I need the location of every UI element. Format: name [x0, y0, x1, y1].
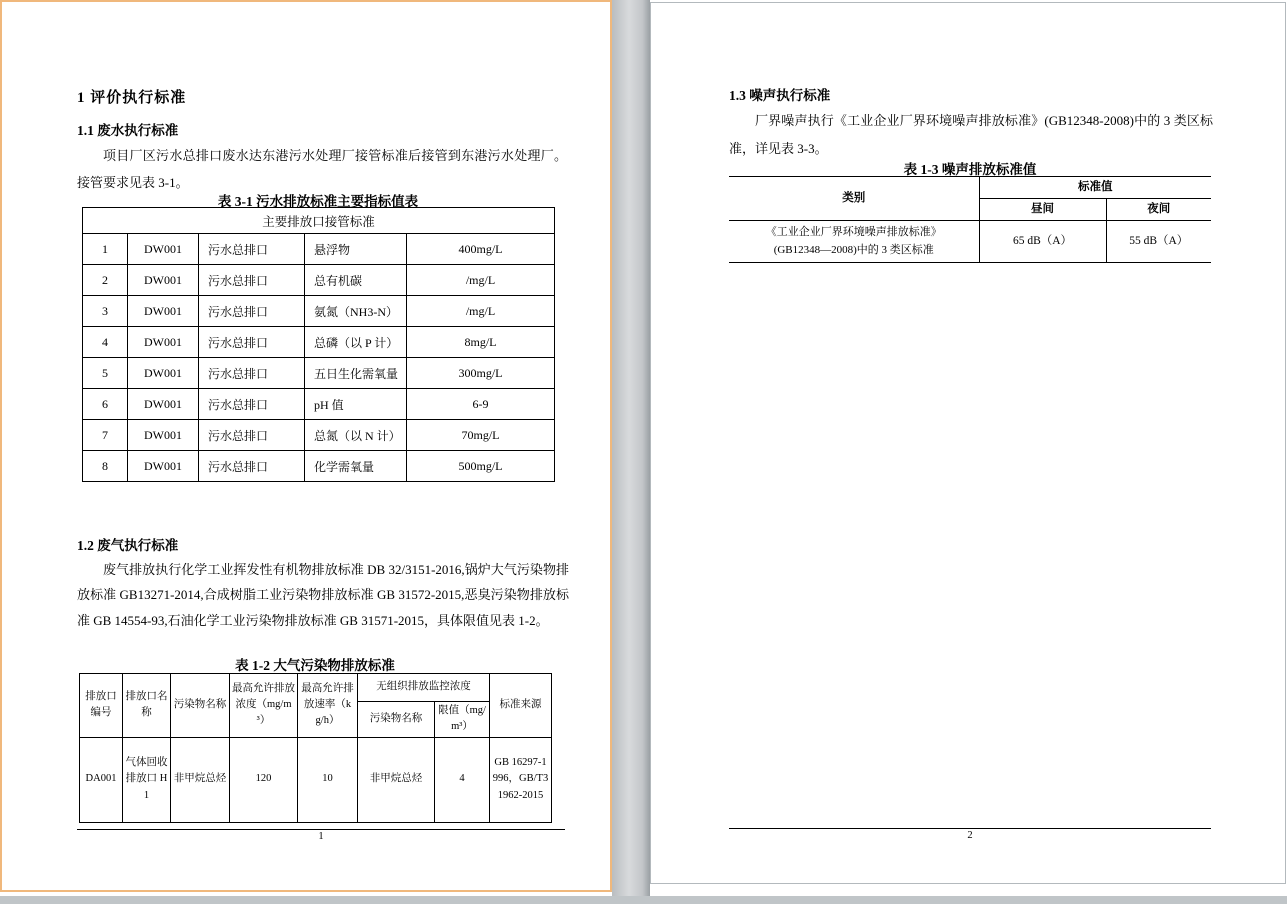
- table-row: [83, 234, 555, 265]
- table-header-cell: 标准值: [979, 177, 1211, 199]
- category-line-1: 《工业企业厂界环境噪声排放标准》: [765, 225, 942, 238]
- table-header-cell: 限值（mg/m³）: [435, 702, 490, 738]
- table-cell: 4: [83, 327, 128, 358]
- sewage-table-caption: 表 3-1 污水排放标准主要指标值表: [217, 194, 419, 209]
- table-cell: 化学需氧量: [305, 451, 407, 482]
- section-1-3-paragraph: 厂界噪声执行《工业企业厂界环境噪声排放标准》(GB12348-2008)中的 3 类区标准，详见表 3-3。: [729, 113, 1213, 156]
- table-row: [83, 389, 555, 420]
- table-cell: 10: [298, 737, 358, 822]
- air-table-caption: 表 1-2 大气污染物排放标准: [235, 658, 395, 673]
- table-cell: [729, 221, 979, 263]
- category-line-2: (GB12348—2008)中的 3 类区标准: [773, 243, 934, 256]
- document-page-1[interactable]: [0, 0, 612, 892]
- noise-standards-table: [729, 176, 1211, 263]
- footer-divider: [729, 828, 1211, 829]
- table-row: [83, 296, 555, 327]
- table-cell: 65 dB（A）: [979, 221, 1106, 263]
- page-number: 1: [318, 831, 324, 842]
- table-row: [80, 737, 552, 822]
- table-row: [83, 327, 555, 358]
- table-cell: 总氮（以 N 计）: [305, 420, 407, 451]
- table-cell: 污水总排口: [199, 420, 305, 451]
- section-1-1-title: 1.1 废水执行标准: [77, 123, 179, 138]
- table-header-cell: 污染物名称: [171, 674, 230, 738]
- table-header-cell: 夜间: [1106, 199, 1211, 221]
- table-cell: 4: [435, 737, 490, 822]
- table-row: [729, 221, 1211, 263]
- table-cell: 悬浮物: [305, 234, 407, 265]
- table-cell: 五日生化需氧量: [305, 358, 407, 389]
- table-cell: 70mg/L: [407, 420, 555, 451]
- table-cell: 氨氮（NH3-N）: [305, 296, 407, 327]
- table-cell: 8: [83, 451, 128, 482]
- table-cell: DW001: [128, 420, 199, 451]
- table-cell: 8mg/L: [407, 327, 555, 358]
- table-header-cell: 污染物名称: [358, 702, 435, 738]
- table-cell: 6-9: [407, 389, 555, 420]
- table-row: [83, 358, 555, 389]
- chapter-heading: 1 评价执行标准: [77, 90, 187, 106]
- table-cell: DW001: [128, 358, 199, 389]
- page-number: 2: [967, 830, 973, 841]
- table-cell: 3: [83, 296, 128, 327]
- section-1-3-title: 1.3 噪声执行标准: [729, 88, 831, 103]
- table-cell: /mg/L: [407, 265, 555, 296]
- table-row: [83, 265, 555, 296]
- noise-table-caption: 表 1-3 噪声排放标准值: [903, 162, 1037, 177]
- table-cell: DW001: [128, 296, 199, 327]
- table-header-row: [80, 674, 552, 702]
- page-gap-shadow: [612, 0, 650, 904]
- table-cell: 5: [83, 358, 128, 389]
- section-1-2-title: 1.2 废气执行标准: [77, 538, 179, 553]
- table-cell: 55 dB（A）: [1106, 221, 1211, 263]
- table-cell: DW001: [128, 265, 199, 296]
- table-cell: 污水总排口: [199, 234, 305, 265]
- table-header-cell: 排放口名称: [123, 674, 171, 738]
- table-cell: 500mg/L: [407, 451, 555, 482]
- footer-divider: [77, 829, 565, 830]
- table-header-cell: 类别: [729, 177, 979, 221]
- table-cell: 1: [83, 234, 128, 265]
- table-cell: 120: [230, 737, 298, 822]
- table-header-cell: 主要排放口接管标准: [83, 208, 555, 234]
- table-header-row: [729, 177, 1211, 199]
- table-cell: 300mg/L: [407, 358, 555, 389]
- table-header-cell: 最高允许排放速率（kg/h）: [298, 674, 358, 738]
- sewage-standards-table: [82, 207, 555, 482]
- table-cell: 污水总排口: [199, 451, 305, 482]
- table-header-cell: 最高允许排放浓度（mg/m³）: [230, 674, 298, 738]
- table-cell: 污水总排口: [199, 358, 305, 389]
- table-row: [83, 451, 555, 482]
- table-cell: 污水总排口: [199, 296, 305, 327]
- table-cell: 非甲烷总烃: [171, 737, 230, 822]
- table-cell: 总磷（以 P 计）: [305, 327, 407, 358]
- table-header-row: [83, 208, 555, 234]
- table-header-cell: 无组织排放监控浓度: [358, 674, 490, 702]
- table-cell: 总有机碳: [305, 265, 407, 296]
- table-cell: 污水总排口: [199, 327, 305, 358]
- table-cell: DW001: [128, 327, 199, 358]
- document-page-2[interactable]: [650, 2, 1286, 884]
- table-cell: 7: [83, 420, 128, 451]
- table-cell: 污水总排口: [199, 389, 305, 420]
- table-header-cell: 排放口编号: [80, 674, 123, 738]
- table-cell: 400mg/L: [407, 234, 555, 265]
- table-cell: 非甲烷总烃: [358, 737, 435, 822]
- section-1-1-paragraph: 项目厂区污水总排口废水达东港污水处理厂接管标准后接管到东港污水处理厂。接管要求见表 3-1。: [77, 148, 567, 190]
- table-header-cell: 昼间: [979, 199, 1106, 221]
- table-cell: DA001: [80, 737, 123, 822]
- table-cell: /mg/L: [407, 296, 555, 327]
- table-header-cell: 标准来源: [490, 674, 552, 738]
- table-cell: pH 值: [305, 389, 407, 420]
- air-emission-standards-table: [79, 673, 552, 823]
- table-cell: DW001: [128, 234, 199, 265]
- table-cell: 污水总排口: [199, 265, 305, 296]
- table-cell: DW001: [128, 389, 199, 420]
- table-cell: 6: [83, 389, 128, 420]
- table-row: [83, 420, 555, 451]
- table-cell: DW001: [128, 451, 199, 482]
- table-cell: 气体回收排放口 H1: [123, 737, 171, 822]
- horizontal-scrollbar[interactable]: [0, 896, 1287, 904]
- section-1-2-paragraph: 废气排放执行化学工业挥发性有机物排放标准 DB 32/3151-2016,锅炉大气污染物排放标准 GB13271-2014,合成树脂工业污染物排放标准 GB 31572-2015,恶臭污染物排放标准 GB 14554-93,石油化学工业污染物排放标准 GB 31571-2015，具体限值见表 1-2。: [77, 562, 569, 628]
- table-cell: 2: [83, 265, 128, 296]
- table-cell: GB 16297-1996，GB/T31962-2015: [490, 737, 552, 822]
